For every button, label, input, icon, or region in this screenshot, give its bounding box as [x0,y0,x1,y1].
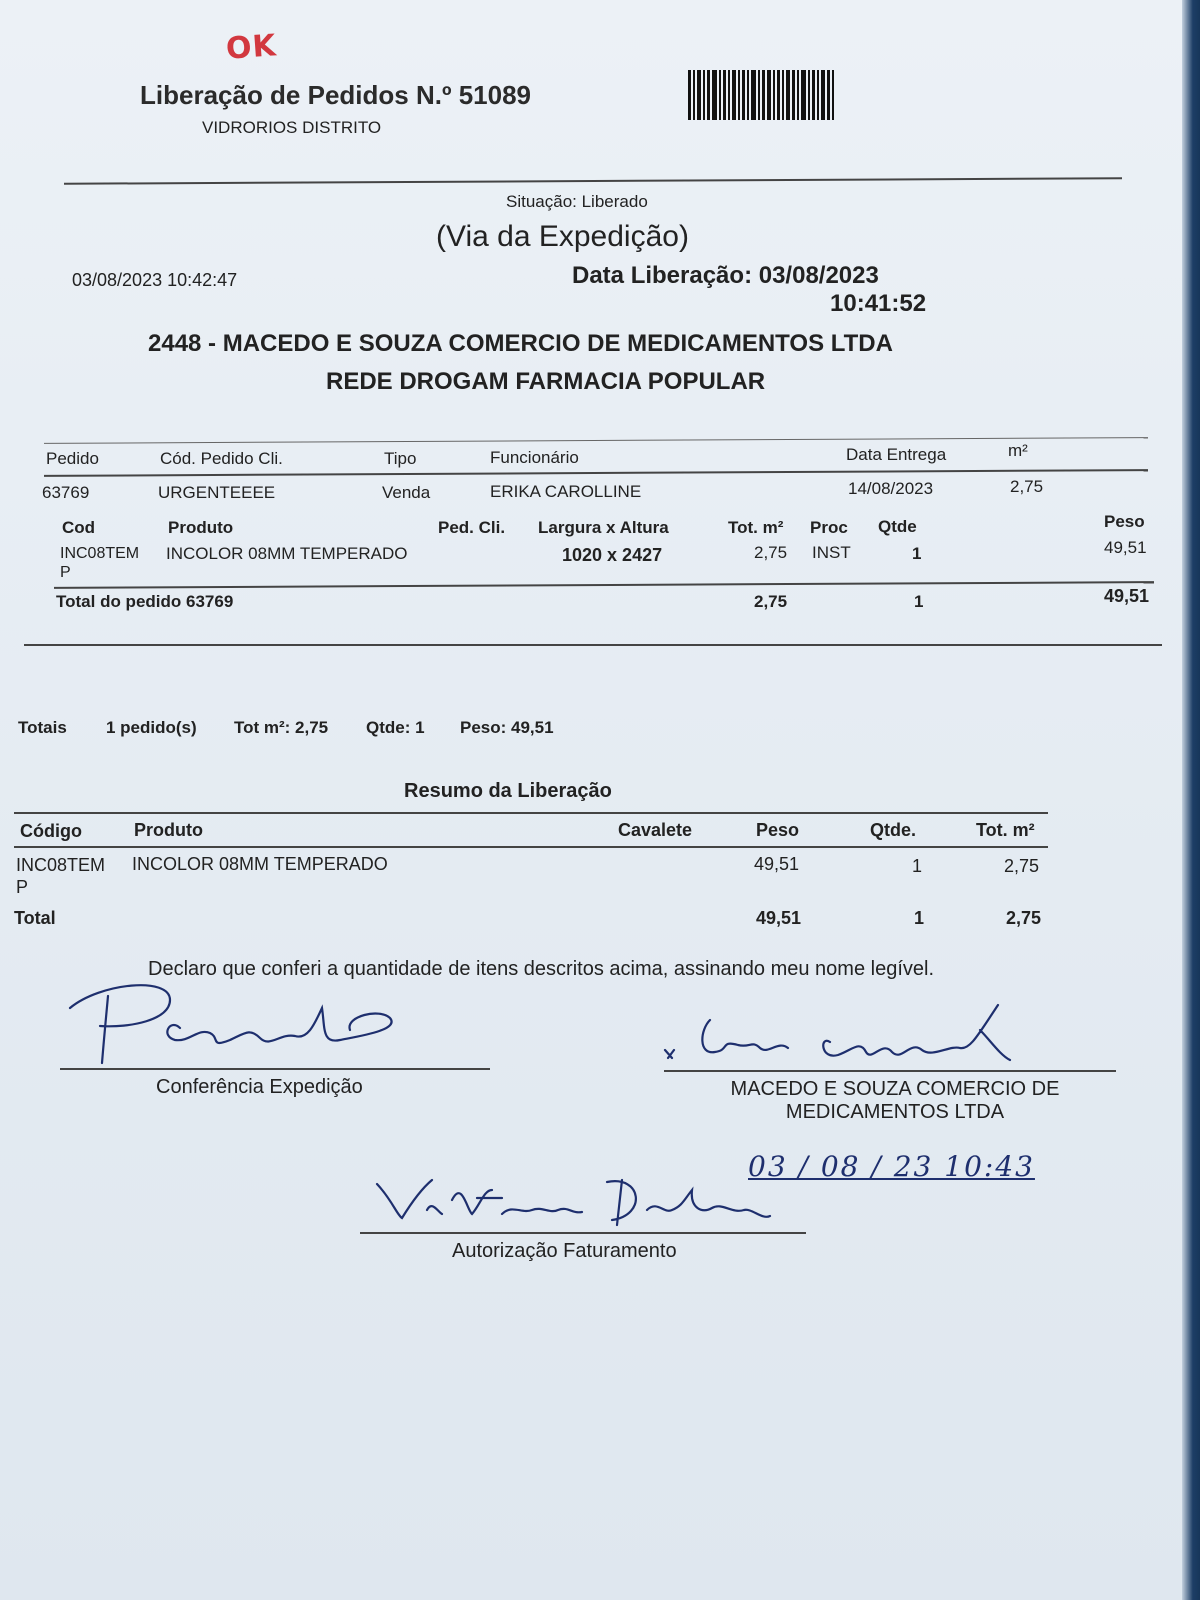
declaration-text: Declaro que conferi a quantidade de itens descritos acima, assinando meu nome legível. [148,958,935,980]
col-largura-altura: Largura x Altura [538,518,669,537]
totais-tot-m2: Tot m²: 2,75 [234,718,329,737]
order-cod-pedido-cli: URGENTEEEE [158,483,276,502]
order-table-top [44,437,1148,444]
col-qtde: Qtde [878,517,917,536]
resumo-total-tot-m2: 2,75 [1006,908,1042,928]
order-total-tot-m2: 2,75 [754,592,788,611]
order-data-entrega: 14/08/2023 [848,479,934,498]
resumo-header-divider [14,846,1048,848]
client-signature-label [700,1078,1090,1124]
totais-qtde: Qtde: 1 [366,718,425,737]
order-tipo: Venda [382,483,431,502]
col-data-entrega: Data Entrega [846,445,947,464]
col-proc: Proc [810,518,848,537]
company-name: VIDRORIOS DISTRITO [202,118,382,137]
resumo-col-codigo: Código [20,821,82,841]
printed-timestamp: 03/08/2023 10:42:47 [72,270,238,290]
handwritten-date: 03 / 08 / 23 10:43 [748,1150,1035,1183]
order-funcionario: ERIKA CAROLLINE [490,482,642,501]
order-total-qtde: 1 [914,592,924,611]
resumo-row-peso: 49,51 [754,854,800,874]
col-peso: Peso [1104,512,1145,531]
col-funcionario: Funcionário [490,448,579,467]
client-label-line2: MEDICAMENTOS LTDA [785,1101,1005,1123]
resumo-total-peso: 49,51 [756,908,802,928]
resumo-col-peso: Peso [756,820,800,840]
resumo-col-produto: Produto [134,820,203,840]
order-m2: 2,75 [1010,477,1044,496]
col-cod: Cod [62,518,96,537]
data-liberacao: Data Liberação: 03/08/2023 [572,262,879,289]
order-pedido: 63769 [42,483,90,502]
situacao: Situação: Liberado [506,192,648,211]
col-ped-cli: Ped. Cli. [438,518,506,537]
background-edge [1182,0,1200,1600]
order-table-bottom [24,644,1162,646]
col-pedido: Pedido [46,449,99,468]
ok-stamp: OK [224,28,278,67]
resumo-total-qtde: 1 [914,908,925,928]
autorizacao-line [360,1232,806,1234]
item-tot-m2: 2,75 [754,543,788,562]
resumo-row-produto: INCOLOR 08MM TEMPERADO [132,854,388,874]
data-liberacao-time: 10:41:52 [830,290,927,317]
item-largura-altura: 1020 x 2427 [562,545,663,565]
resumo-col-cavalete: Cavalete [618,820,693,840]
resumo-title: Resumo da Liberação [404,780,612,802]
signature-autorizacao [372,1170,792,1232]
order-header-divider [44,469,1148,477]
order-total-divider [54,581,1154,589]
via-expedicao: (Via da Expedição) [436,220,689,253]
conferencia-line [60,1068,490,1070]
resumo-col-qtde: Qtde. [870,820,917,840]
item-cod-line2: P [60,564,71,581]
client-label-line1: MACEDO E SOUZA COMERCIO DE [730,1078,1060,1100]
order-total-peso: 49,51 [1104,586,1150,606]
resumo-row-qtde: 1 [912,856,923,876]
totais-label: Totais [18,718,67,737]
signature-conferencia [60,978,420,1070]
item-qtde: 1 [912,544,922,563]
item-produto: INCOLOR 08MM TEMPERADO [166,544,408,563]
barcode [688,70,872,120]
totais-pedidos: 1 pedido(s) [106,718,197,737]
item-cod [60,544,139,582]
resumo-col-tot-m2: Tot. m² [976,820,1035,840]
conferencia-label: Conferência Expedição [156,1076,363,1098]
totais-peso: Peso: 49,51 [460,718,554,737]
document-title: Liberação de Pedidos N.º 51089 [140,80,531,110]
resumo-row-codigo-line1: INC08TEM [16,855,106,875]
col-tipo: Tipo [384,449,417,468]
resumo-row-tot-m2: 2,75 [1004,856,1040,876]
client-name: 2448 - MACEDO E SOUZA COMERCIO DE MEDICAMENTOS LTDA [148,330,893,357]
item-cod-line1: INC08TEM [60,545,140,562]
col-cod-pedido-cli: Cód. Pedido Cli. [160,449,283,468]
item-proc: INST [812,543,851,562]
col-tot-m2: Tot. m² [728,518,784,537]
resumo-total-label: Total [14,908,56,928]
item-peso: 49,51 [1104,538,1147,557]
resumo-row-codigo [16,854,105,898]
resumo-row-codigo-line2: P [16,877,29,897]
signature-client [660,1000,1040,1076]
autorizacao-label: Autorização Faturamento [452,1240,677,1262]
order-total-label: Total do pedido 63769 [56,592,234,611]
col-produto: Produto [168,518,234,537]
col-m2: m² [1008,441,1028,460]
client-signature-line [664,1070,1116,1072]
header-divider [64,177,1122,185]
client-network: REDE DROGAM FARMACIA POPULAR [326,368,766,395]
resumo-top [14,812,1048,814]
